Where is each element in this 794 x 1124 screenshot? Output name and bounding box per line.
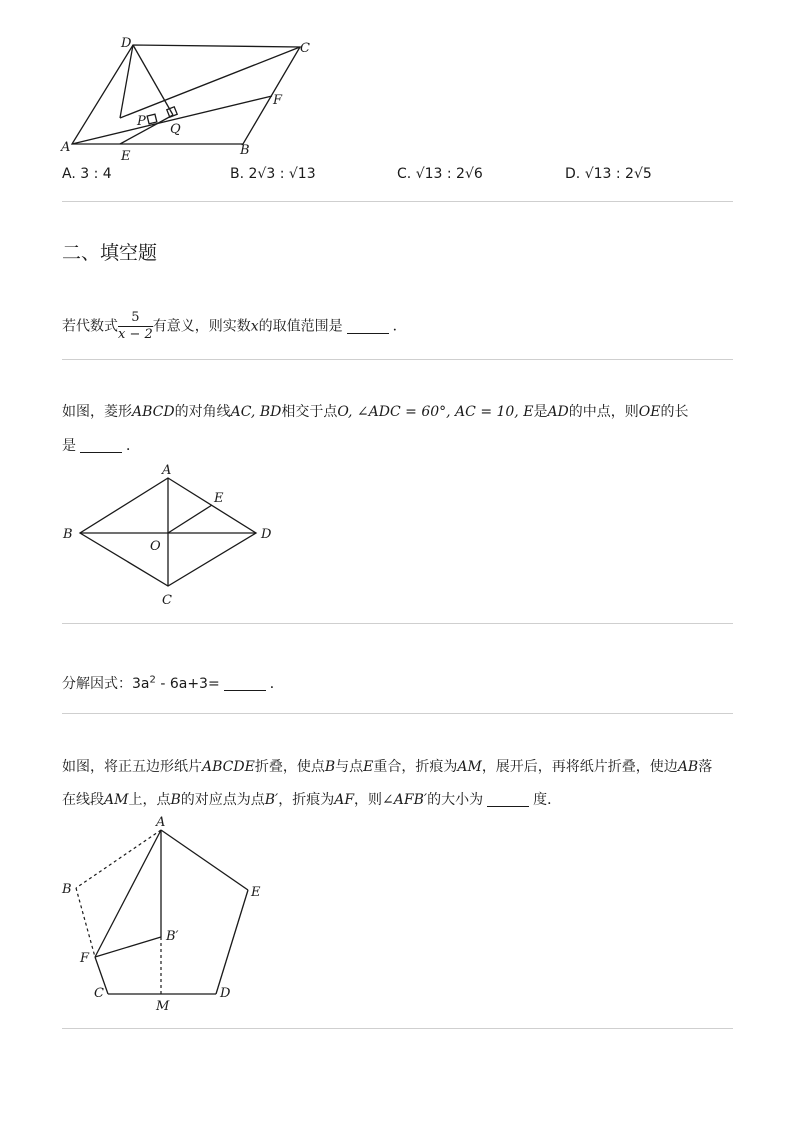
option-text: √13 : 2√5: [584, 166, 652, 182]
q1-var: x: [250, 318, 259, 335]
q2-math: OE: [638, 404, 661, 420]
label-A: A: [61, 140, 71, 155]
q1-suffix: 有意义，则实数: [152, 318, 251, 335]
q2-end: ．: [126, 438, 140, 454]
option-letter: C.: [397, 166, 412, 182]
label-A: A: [162, 463, 172, 478]
option-text: 2√3 : √13: [248, 166, 316, 182]
question-4-line2: [62, 789, 561, 809]
q4-text: 与点: [335, 759, 364, 775]
label-O: O: [150, 539, 161, 554]
q2-text: 的对角线: [174, 404, 231, 420]
q4-math: E: [363, 759, 374, 775]
divider: [62, 623, 733, 624]
q3-exponent: 2: [149, 674, 156, 686]
option-text: √13 : 2√6: [415, 166, 483, 182]
fraction-numerator: 5: [118, 310, 153, 327]
label-P: P: [137, 114, 146, 129]
option-c[interactable]: [397, 166, 483, 182]
q4-math: AF: [334, 792, 355, 808]
label-E: E: [251, 885, 261, 900]
label-M: M: [156, 999, 170, 1014]
q2-text: 如图，菱形: [62, 404, 132, 420]
q4-text: 的大小为: [427, 792, 484, 808]
answer-blank[interactable]: [224, 676, 266, 691]
q4-text: ，则: [354, 792, 383, 808]
q4-math: ABCDE: [202, 759, 255, 775]
label-A: A: [156, 815, 166, 830]
divider: [62, 359, 733, 360]
q4-text: ，展开后，再将纸片折叠，使边: [481, 759, 678, 775]
label-E: E: [121, 149, 131, 164]
q3-text: 分解因式：3a: [62, 676, 150, 692]
label-Bprime: B′: [166, 929, 179, 944]
q2-math: AD: [547, 404, 569, 420]
q4-text: 上，点: [128, 792, 171, 808]
option-letter: B.: [230, 166, 245, 182]
divider: [62, 201, 733, 202]
option-letter: A.: [62, 166, 76, 182]
q1-end: ．: [392, 318, 407, 335]
q4-math: B: [170, 792, 181, 808]
label-C: C: [300, 41, 310, 56]
question-2-line1: [62, 401, 688, 421]
q2-text: 相交于点: [281, 404, 338, 420]
q4-text: 度．: [533, 792, 562, 808]
label-C: C: [94, 986, 104, 1001]
q4-math: ∠AFB′: [382, 792, 428, 808]
q4-math: AB: [677, 759, 699, 775]
q1-suffix2: 的取值范围是: [258, 318, 343, 335]
divider: [62, 1028, 733, 1029]
q4-text: ，折痕为: [278, 792, 335, 808]
q2-text: 是: [533, 404, 548, 420]
label-Q: Q: [170, 122, 181, 137]
option-text: 3 : 4: [80, 166, 112, 182]
fraction: [118, 310, 153, 343]
q4-math: B: [324, 759, 336, 775]
q4-text: 落: [698, 759, 713, 775]
answer-blank[interactable]: [347, 319, 389, 334]
option-a[interactable]: [62, 166, 112, 182]
divider: [62, 713, 733, 714]
label-B: B: [63, 527, 73, 542]
label-E: E: [214, 491, 224, 506]
label-C: C: [162, 593, 172, 608]
question-3: [62, 673, 284, 693]
q4-text: 重合，折痕为: [373, 759, 458, 775]
parallelogram-figure: [55, 30, 325, 165]
q2-math: ABCD: [132, 404, 175, 420]
q4-math: AM: [457, 759, 482, 775]
q2-text: 的长: [660, 404, 689, 420]
q4-text: 的对应点为点: [180, 792, 265, 808]
q2-math: O, ∠ADC = 60°, AC = 10, E: [337, 404, 534, 420]
label-F: F: [80, 951, 90, 966]
answer-blank[interactable]: [80, 438, 122, 453]
q2-text: 的中点，则: [568, 404, 639, 420]
section-title: 二、填空题: [62, 242, 158, 264]
q4-text: 在线段: [62, 792, 104, 808]
q2-math: AC, BD: [230, 404, 282, 420]
option-d[interactable]: [565, 166, 652, 182]
pentagon-figure: [58, 812, 278, 1017]
label-D: D: [261, 527, 272, 542]
q1-prefix: 若代数式: [62, 318, 118, 335]
label-D: D: [121, 36, 132, 51]
answer-blank[interactable]: [487, 792, 529, 807]
question-2-line2: [62, 435, 140, 455]
q4-math: B′: [264, 792, 279, 808]
question-1: [62, 310, 407, 343]
label-D: D: [220, 986, 231, 1001]
rhombus-figure: [58, 458, 283, 608]
q4-text: 如图，将正五边形纸片: [62, 759, 202, 775]
option-letter: D.: [565, 166, 581, 182]
q4-text: 折叠，使点: [254, 759, 325, 775]
option-b[interactable]: [230, 166, 316, 182]
q4-math: AM: [104, 792, 129, 808]
q3-end: ．: [269, 676, 284, 692]
label-B: B: [240, 143, 250, 158]
label-B: B: [62, 882, 72, 897]
label-F: F: [273, 93, 283, 108]
question-4-line1: [62, 756, 712, 776]
q3-rest: - 6a+3=: [155, 676, 220, 692]
q2-text: 是: [62, 438, 76, 454]
fraction-denominator: x − 2: [118, 327, 153, 342]
